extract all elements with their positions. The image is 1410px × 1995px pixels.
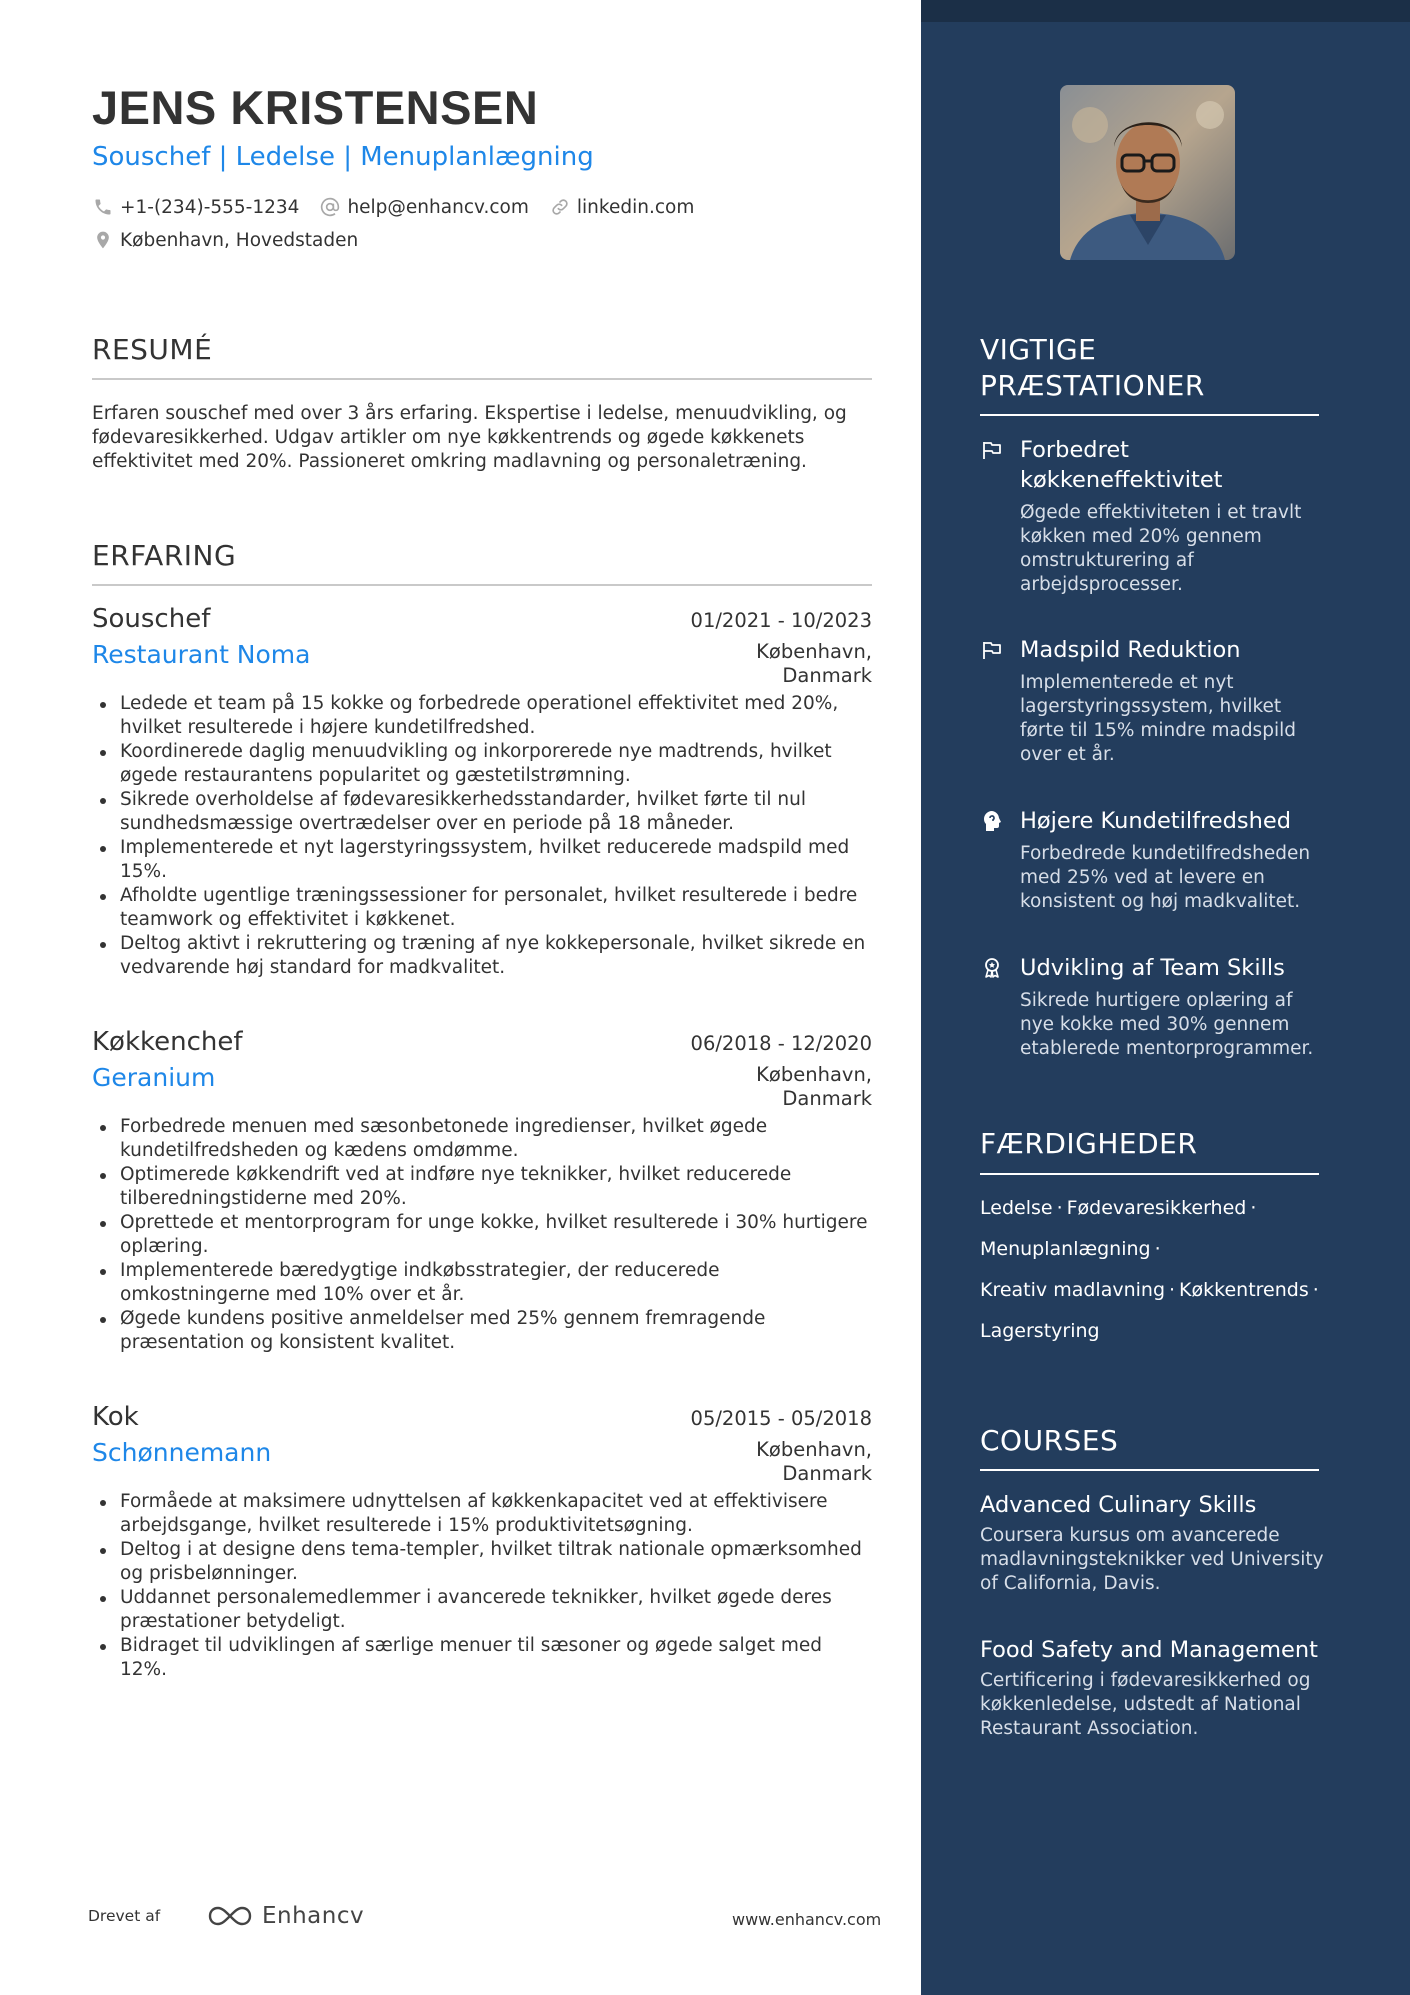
course-desc: Certificering i fødevaresikkerhed og køkkenledelse, udstedt af National Restaurant Association. — [980, 1670, 1311, 1739]
phone-text[interactable]: +1-(234)-555-1234 — [120, 196, 300, 218]
summary-text: Erfaren souschef med over 3 års erfaring. Ekspertise i ledelse, menuudvikling, og fødevaresikkerhed. Udgav artikler om nye køkkentrends og øgede køkkenets effektivitet med 20%. Passioneret omkring madlavning og personaletræning. — [92, 403, 847, 472]
skill-tag: Kreativ madlavning — [980, 1279, 1165, 1301]
flag-icon — [980, 638, 1004, 662]
brand-wordmark: Enhancv — [262, 1903, 365, 1929]
experience-heading: ERFARING — [92, 539, 237, 572]
contact-row-2 — [92, 229, 378, 251]
course-item — [980, 1490, 1325, 1596]
skills-line: Menuplanlægning · — [980, 1238, 1161, 1260]
courses-divider — [980, 1469, 1319, 1471]
email-item — [319, 196, 528, 218]
job-dates: 06/2018 - 12/2020 — [690, 1032, 872, 1055]
bullet-item: Afholdte ugentlige træningssessioner for personalet, hvilket resulterede i bedre teamwork og effektivitet i køkkenet. — [92, 884, 872, 932]
bullet-item: Optimerede køkkendrift ved at indføre nye teknikker, hvilket reducerede tilberedningstiderne med 20%. — [92, 1163, 872, 1211]
bullet-item: Uddannet personalemedlemmer i avancerede teknikker, hvilket øgede deres præstationer betydeligt. — [92, 1586, 872, 1634]
job-dates: 05/2015 - 05/2018 — [690, 1407, 872, 1430]
contact-row-1 — [92, 196, 714, 218]
at-icon — [319, 196, 341, 218]
skills-line — [980, 1316, 1320, 1357]
job-dates: 01/2021 - 10/2023 — [690, 609, 872, 632]
bullet-item: Ledede et team på 15 kokke og forbedrede operationel effektivitet med 20%, hvilket resulterede i højere kundetilfredshed. — [92, 692, 872, 740]
course-title: Food Safety and Management — [980, 1637, 1318, 1663]
head-icon — [980, 809, 1004, 833]
achievements-heading: VIGTIGE PRÆSTATIONER — [980, 333, 1205, 402]
achievement-title: Højere Kundetilfredshed — [1020, 808, 1292, 834]
job-company: Restaurant Noma — [92, 640, 311, 669]
achievement-title: Madspild Reduktion — [1020, 637, 1241, 663]
bullet-item: Øgede kundens positive anmeldelser med 25% gennem fremragende præsentation og konsistent kvalitet. — [92, 1307, 872, 1355]
job-company: Schønnemann — [92, 1438, 272, 1467]
phone-icon — [92, 196, 114, 218]
phone-item — [92, 196, 299, 218]
bullet-item: Deltog i at designe dens tema-templer, hvilket tiltrak nationale opmærksomhed og prisbelønninger. — [92, 1538, 872, 1586]
skill-tag: Ledelse — [980, 1197, 1053, 1219]
skills-divider — [980, 1173, 1319, 1175]
job-company: Geranium — [92, 1063, 216, 1092]
job-location: København, Danmark — [756, 1438, 872, 1485]
job-entry — [92, 1402, 872, 1682]
skills-line: Ledelse · Fødevaresikkerhed · — [980, 1197, 1257, 1219]
location-item — [92, 229, 358, 251]
achievement-desc: Øgede effektiviteten i et travlt køkken med 20% gennem omstrukturering af arbejdsprocesser. — [1020, 502, 1302, 595]
skill-tag: Fødevaresikkerhed — [1066, 1197, 1247, 1219]
job-location: København, Danmark — [756, 640, 872, 687]
email-text[interactable]: help@enhancv.com — [347, 196, 529, 218]
job-entry — [92, 604, 872, 980]
flag-icon — [980, 438, 1004, 462]
job-role: Køkkenchef — [92, 1027, 243, 1057]
infinity-logo-icon — [206, 1900, 254, 1932]
course-title: Advanced Culinary Skills — [980, 1492, 1257, 1518]
job-role: Souschef — [92, 604, 211, 634]
bullet-item: Oprettede et mentorprogram for unge kokke, hvilket resulterede i 30% hurtigere oplæring. — [92, 1211, 872, 1259]
job-role: Kok — [92, 1402, 139, 1432]
award-icon — [980, 956, 1004, 980]
location-pin-icon — [92, 229, 114, 251]
profile-photo-image — [1060, 85, 1235, 260]
job-bullets — [92, 1115, 872, 1355]
achievement-item — [980, 953, 1320, 1061]
bullet-item: Implementerede bæredygtige indkøbsstrategier, der reducerede omkostningerne med 10% over et år. — [92, 1259, 872, 1307]
job-location: København, Danmark — [756, 1063, 872, 1110]
location-text: København, Hovedstaden — [120, 229, 359, 251]
linkedin-text[interactable]: linkedin.com — [576, 196, 695, 218]
skills-heading: FÆRDIGHEDER — [980, 1127, 1198, 1160]
achievements-divider — [980, 414, 1319, 416]
achievement-item — [980, 635, 1320, 767]
job-bullets — [92, 692, 872, 980]
achievement-desc: Sikrede hurtigere oplæring af nye kokke med 30% gennem etablerede mentorprogrammer. — [1020, 990, 1314, 1059]
skills-list — [980, 1193, 1320, 1357]
courses-heading: COURSES — [980, 1424, 1119, 1457]
linkedin-item — [549, 196, 694, 218]
job-entry — [92, 1027, 872, 1355]
powered-by-label: Drevet af — [88, 1907, 161, 1925]
bullet-item: Deltog aktivt i rekruttering og træning af nye kokkepersonale, hvilket sikrede en vedvarende høj standard for madkvalitet. — [92, 932, 872, 980]
achievement-item — [980, 435, 1320, 597]
bullet-item: Implementerede et nyt lagerstyringssystem, hvilket reducerede madspild med 15%. — [92, 836, 872, 884]
achievement-desc: Forbedrede kundetilfredsheden med 25% ved at levere en konsistent og høj madkvalitet. — [1020, 843, 1311, 912]
enhancv-logo[interactable] — [206, 1900, 364, 1932]
sidebar-top-bar — [921, 0, 1410, 22]
achievement-item — [980, 806, 1320, 914]
bullet-item: Forbedrede menuen med sæsonbetonede ingredienser, hvilket øgede kundetilfredsheden og kædens omdømme. — [92, 1115, 872, 1163]
candidate-title: Souschef | Ledelse | Menuplanlægning — [92, 142, 594, 172]
candidate-name: JENS KRISTENSEN — [92, 81, 539, 134]
bullet-item: Formåede at maksimere udnyttelsen af køkkenkapacitet ved at effektivisere arbejdsgange, hvilket resulterede i 15% produktivitetsøgning. — [92, 1490, 872, 1538]
skills-line: Kreativ madlavning · Køkkentrends · — [980, 1279, 1319, 1301]
skill-tag: Lagerstyring — [980, 1320, 1100, 1342]
achievement-title: Forbedret køkkeneffektivitet — [1020, 437, 1223, 493]
skill-tag: Menuplanlægning — [980, 1238, 1151, 1260]
link-icon — [549, 196, 571, 218]
bullet-item: Koordinerede daglig menuudvikling og inkorporerede nye madtrends, hvilket øgede restaurantens popularitet og gæstetilstrømning. — [92, 740, 872, 788]
footer-url[interactable]: www.enhancv.com — [732, 1910, 882, 1929]
summary-heading: RESUMÉ — [92, 333, 213, 366]
course-desc: Coursera kursus om avancerede madlavningsteknikker ved University of California, Davis. — [980, 1525, 1324, 1594]
skill-tag: Køkkentrends — [1179, 1279, 1309, 1301]
course-item — [980, 1635, 1325, 1741]
achievement-desc: Implementerede et nyt lagerstyringssystem, hvilket førte til 15% mindre madspild over et år. — [1020, 672, 1296, 765]
profile-photo — [1060, 85, 1235, 260]
job-bullets — [92, 1490, 872, 1682]
bullet-item: Bidraget til udviklingen af særlige menuer til sæsoner og øgede salget med 12%. — [92, 1634, 872, 1682]
bullet-item: Sikrede overholdelse af fødevaresikkerhedsstandarder, hvilket førte til nul sundhedsmæssige overtrædelser over en periode på 18 måneder. — [92, 788, 872, 836]
achievement-title: Udvikling af Team Skills — [1020, 955, 1285, 981]
experience-divider — [92, 584, 872, 586]
summary-divider — [92, 378, 872, 380]
